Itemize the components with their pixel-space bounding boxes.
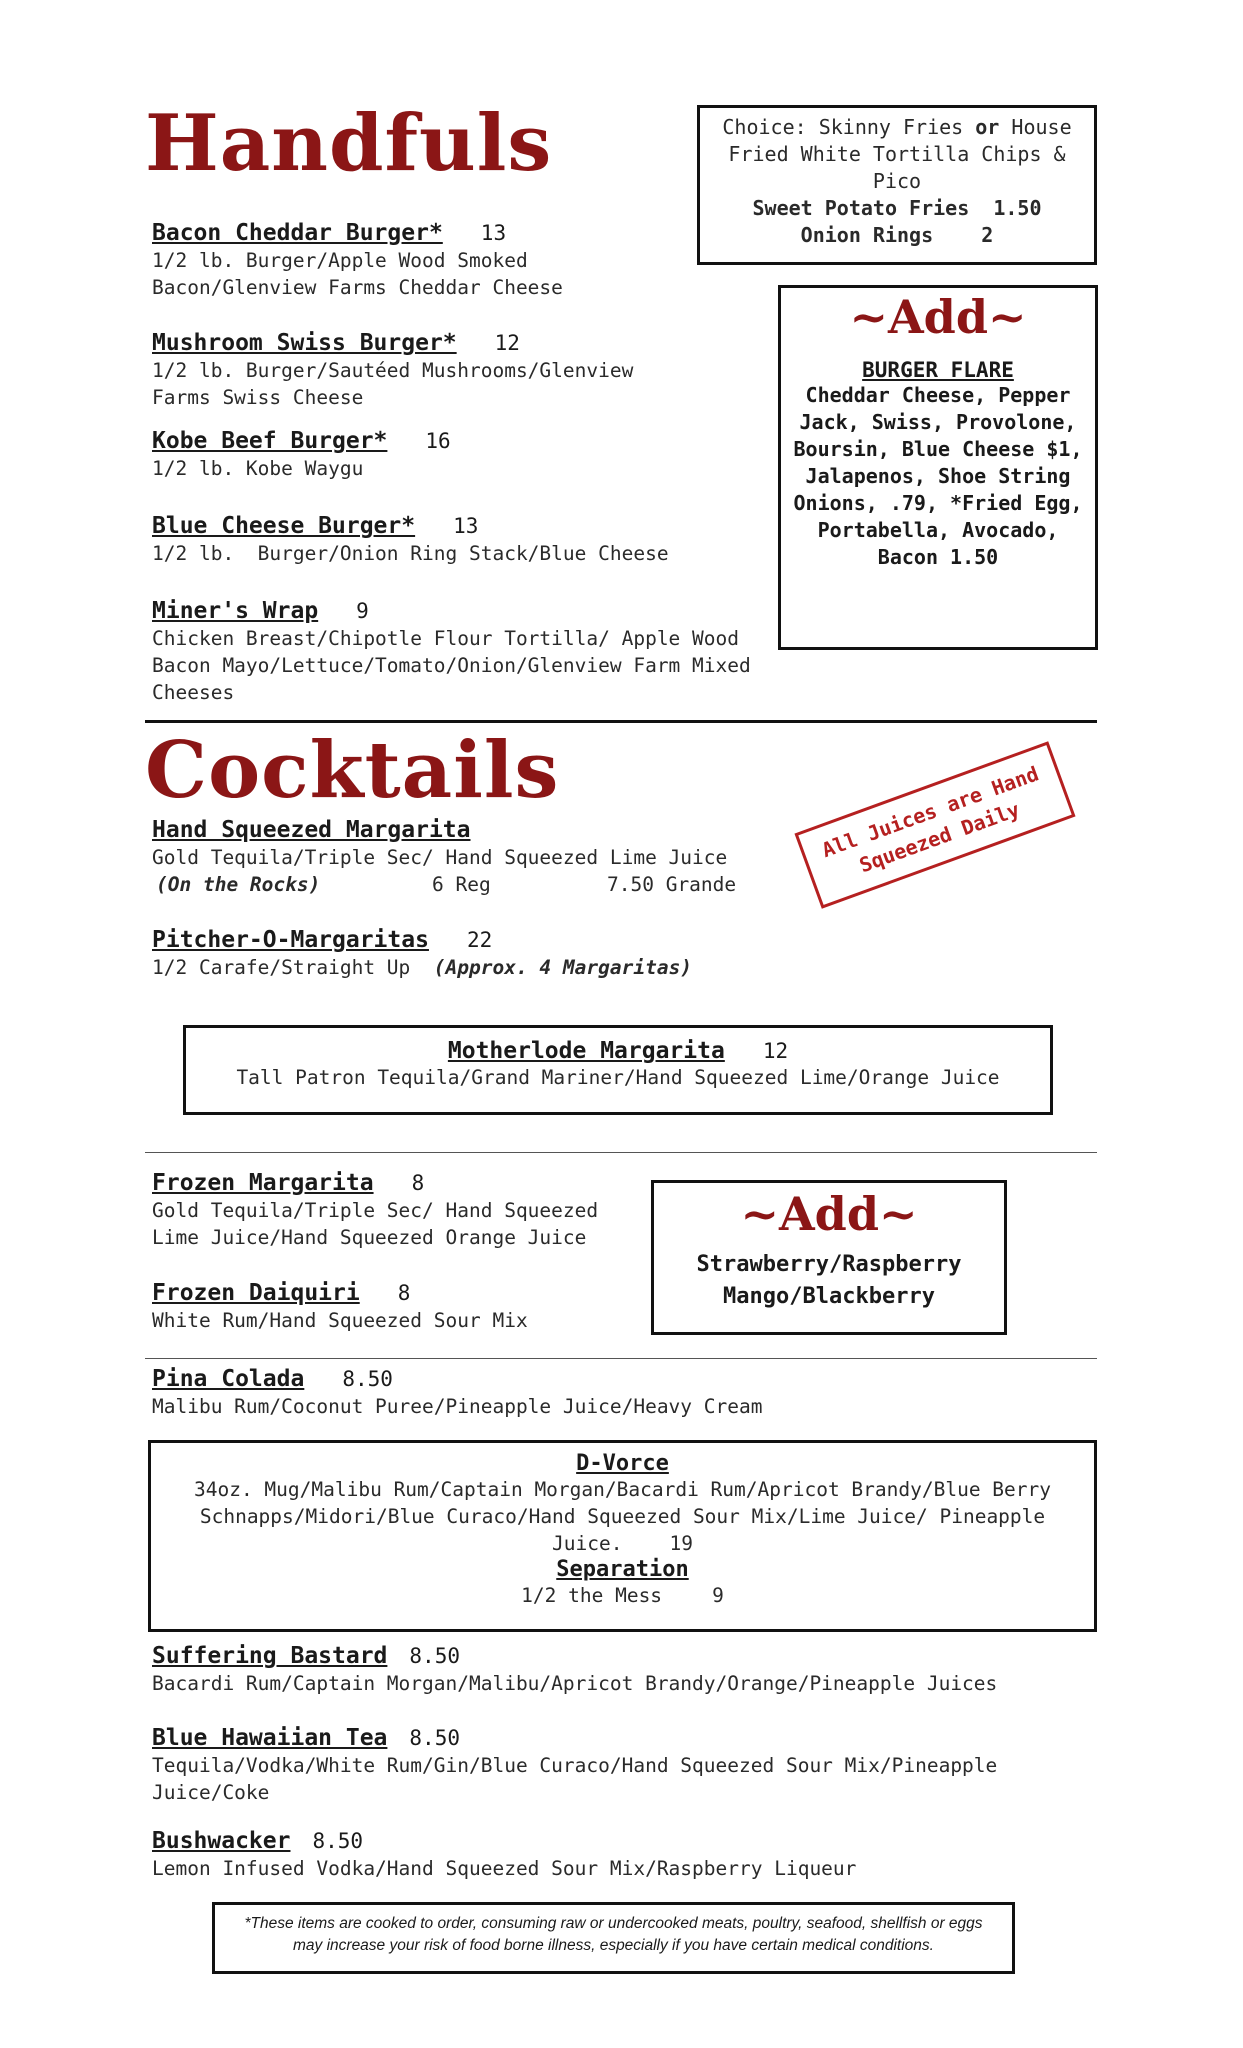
dvorce-box (148, 1440, 1097, 1632)
cocktails-title: Cocktails (145, 725, 560, 816)
choice-or: or (975, 115, 1000, 139)
motherlode-box (183, 1025, 1053, 1115)
item-name: Kobe Beef Burger* (152, 428, 388, 454)
item-desc: Gold Tequila/Triple Sec/ Hand Squeezed Lime Juice (152, 846, 728, 869)
food-safety-disclaimer: *These items are cooked to order, consuming raw or undercooked meats, poultry, seafood, shellfish or eggs may increase your risk of food borne illness, especially if you have certain medical conditions. (212, 1902, 1015, 1974)
item-price: 8 (411, 1171, 425, 1195)
item-name: Bushwacker (152, 1828, 291, 1854)
menu-item-blue-hawaiian-tea (152, 1725, 1092, 1806)
item-desc: White Rum/Hand Squeezed Sour Mix (152, 1309, 528, 1332)
item-price: 13 (480, 221, 507, 245)
menu-item-frozen-margarita (152, 1170, 652, 1251)
item-price: 8.50 (312, 1829, 364, 1853)
item-name: Frozen Margarita (152, 1170, 374, 1196)
item-price: 12 (762, 1039, 789, 1063)
sweet-potato-fries: Sweet Potato Fries 1.50 (752, 196, 1042, 220)
item-price: 8 (397, 1281, 411, 1305)
item-desc: 1/2 Carafe/Straight Up (152, 956, 411, 979)
item-name: Hand Squeezed Margarita (152, 817, 471, 843)
burger-flare-list: Cheddar Cheese, Pepper Jack, Swiss, Provolone, Boursin, Blue Cheese $1, Jalapenos, Shoe String Onions, .79, *Fried Egg, Portabella, Avocado, Bacon 1.50 (793, 383, 1083, 569)
divider (145, 1152, 1097, 1153)
burger-flare-heading: BURGER FLARE (862, 358, 1014, 382)
item-name: Frozen Daiquiri (152, 1280, 360, 1306)
menu-item-miners-wrap (152, 598, 762, 706)
item-name: D-Vorce (576, 1451, 669, 1476)
item-name: Pitcher-O-Margaritas (152, 927, 429, 953)
menu-item-pina-colada (152, 1366, 1052, 1420)
menu-item-hand-squeezed-margarita (152, 817, 812, 898)
item-name: Blue Cheese Burger* (152, 513, 416, 539)
menu-item-bacon-cheddar (152, 220, 762, 301)
menu-item-kobe-beef (152, 428, 762, 482)
item-price: 8.50 (342, 1367, 393, 1391)
menu-item-blue-cheese (152, 513, 772, 567)
reg-price: 6 Reg (432, 873, 491, 896)
item-name: Bacon Cheddar Burger* (152, 220, 443, 246)
item-name: Mushroom Swiss Burger* (152, 330, 457, 356)
fruit-add-box (651, 1180, 1007, 1335)
fruit-line-1: Strawberry/Raspberry (696, 1252, 962, 1277)
menu-item-suffering-bastard (152, 1643, 1092, 1697)
item-desc: Gold Tequila/Triple Sec/ Hand Squeezed Lime Juice/Hand Squeezed Orange Juice (152, 1199, 599, 1249)
menu-item-bushwacker (152, 1828, 1092, 1882)
handfuls-title: Handfuls (145, 98, 553, 189)
item-price: 12 (494, 331, 520, 355)
item-price: 16 (425, 429, 451, 453)
on-the-rocks: (On the Rocks) (156, 873, 321, 896)
choice-text: Choice: Skinny Fries (722, 115, 976, 139)
item-desc: 1/2 lb. Burger/Sautéed Mushrooms/Glenview Farms Swiss Cheese (152, 359, 634, 409)
item-desc: Chicken Breast/Chipotle Flour Tortilla/ Apple Wood Bacon Mayo/Lettuce/Tomato/Onion/Glenview Farm Mixed Cheeses (152, 627, 751, 704)
item-desc: Lemon Infused Vodka/Hand Squeezed Sour Mix/Raspberry Liqueur (152, 1857, 857, 1880)
item-price: 22 (466, 928, 493, 952)
menu-item-mushroom-swiss (152, 330, 762, 411)
item-price: 13 (453, 514, 479, 538)
menu-item-pitcher (152, 927, 812, 981)
item-name: Motherlode Margarita (447, 1038, 725, 1064)
add-title: ~Add~ (740, 1187, 918, 1241)
approx-note: (Approx. 4 Margaritas) (433, 956, 693, 979)
item-price: 8.50 (409, 1726, 460, 1750)
onion-rings: Onion Rings 2 (800, 223, 994, 247)
item-desc: Tall Patron Tequila/Grand Mariner/Hand Squeezed Lime/Orange Juice (236, 1066, 1000, 1089)
burger-flare-add-box (778, 285, 1098, 650)
choice-text-b: House Fried White Tortilla Chips & Pico (728, 115, 1072, 193)
item-price: 8.50 (409, 1644, 460, 1668)
divider (145, 1358, 1097, 1359)
separation-desc: 1/2 the Mess (521, 1584, 663, 1607)
menu-item-frozen-daiquiri (152, 1280, 652, 1334)
item-desc: 1/2 lb. Burger/Onion Ring Stack/Blue Cheese (152, 542, 669, 565)
item-name: Pina Colada (152, 1366, 305, 1392)
item-price: 19 (669, 1532, 693, 1555)
sides-choice-box (697, 105, 1097, 265)
fruit-line-2: Mango/Blackberry (723, 1284, 935, 1309)
add-title: ~Add~ (849, 290, 1027, 344)
item-name: Miner's Wrap (152, 598, 319, 624)
item-name: Suffering Bastard (152, 1643, 388, 1669)
grande-price: 7.50 Grande (607, 873, 737, 896)
juices-stamp: All Juices are Hand Squeezed Daily (794, 741, 1075, 909)
item-desc: Malibu Rum/Coconut Puree/Pineapple Juice/Heavy Cream (152, 1395, 763, 1418)
item-name: Blue Hawaiian Tea (152, 1725, 388, 1751)
item-desc: 1/2 lb. Burger/Apple Wood Smoked Bacon/Glenview Farms Cheddar Cheese (152, 249, 563, 299)
item-desc: Tequila/Vodka/White Rum/Gin/Blue Curaco/Hand Squeezed Sour Mix/Pineapple Juice/Coke (152, 1754, 998, 1804)
item-desc: 1/2 lb. Kobe Waygu (152, 457, 364, 480)
item-desc: Bacardi Rum/Captain Morgan/Malibu/Apricot Brandy/Orange/Pineapple Juices (152, 1672, 998, 1695)
item-desc: 34oz. Mug/Malibu Rum/Captain Morgan/Bacardi Rum/Apricot Brandy/Blue Berry Schnapps/Midori/Blue Curaco/Hand Squeezed Sour Mix/Lime Juice/ Pineapple Juice. (193, 1478, 1052, 1555)
section-divider (145, 720, 1097, 723)
separation-price: 9 (712, 1584, 724, 1607)
separation-name: Separation (556, 1557, 689, 1582)
item-price: 9 (356, 599, 369, 623)
